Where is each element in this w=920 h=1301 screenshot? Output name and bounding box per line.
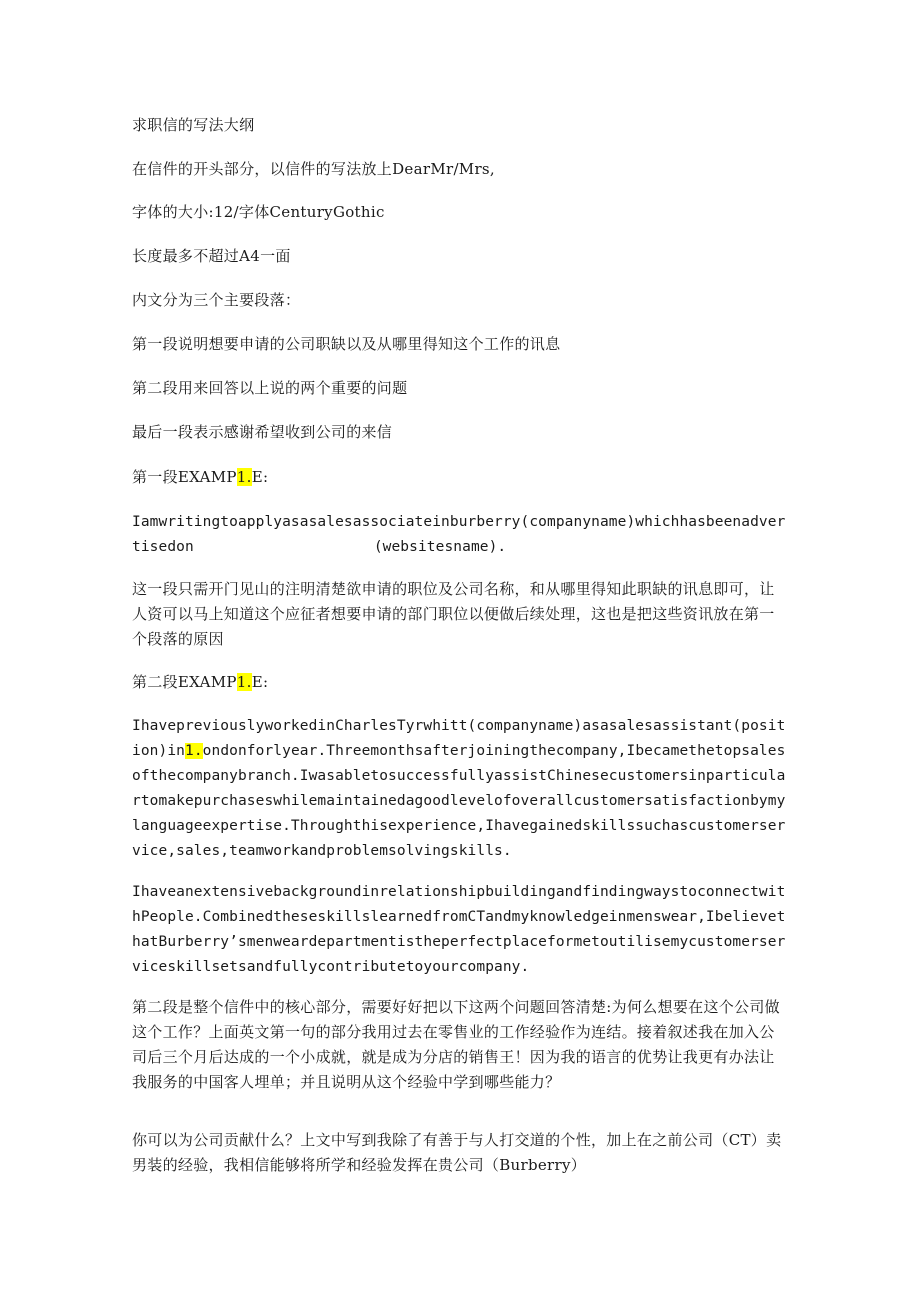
- outline-line-body: 内文分为三个主要段落：: [132, 291, 301, 309]
- contribution-explanation: 你可以为公司贡献什么？上文中写到我除了有善于与人打交道的个性，加上在之前公司（CT）卖男装的经验，我相信能够将所学和经验发挥在贵公司（Burberry）: [132, 1131, 782, 1174]
- heading-text: E:: [251, 673, 269, 691]
- highlight-mark: 1.: [236, 468, 252, 486]
- english-text: (websitesname).: [373, 539, 507, 555]
- example-2-english-continued: IhaveanextensivebackgroundinrelationshipbuildingandfindingwaystoconnectwithPeople.CombinedtheseskillslearnedfromCTandmyknowledgeinmenswear,IbelievethatBurberry’smenweardepartmentistheperfectplaceformetoutilisemycustomerserviceskillsetsandfullycontributetoyourcompany.: [132, 884, 786, 975]
- heading-text: 第一段EXAMP: [132, 468, 237, 486]
- example-2-heading: [132, 670, 788, 695]
- english-text: ondonforlyear.Threemonthsafterjoiningthecompany,Ibecamethetopsalesofthecompanybranch.IwasabletosuccessfullyassistChinesecustomersinparticulartomakepurchaseswhilemaintainedagoodlevelofoverallcustomersatisfactionbymylanguageexpertise.Throughthisexperience,Ihavegainedskillssuchascustomerservice,sales,teamworkandproblemsolvingskills.: [132, 743, 786, 859]
- english-text: Iamwritingtoapplyasasalesassociateinburberry(companyname)whichhasbeenadvertisedon: [132, 514, 786, 555]
- outline-line-greeting: 在信件的开头部分，以信件的写法放上DearMr/Mrs,: [132, 160, 495, 178]
- highlight-mark: 1.: [184, 743, 203, 759]
- heading-text: 第二段EXAMP: [132, 673, 237, 691]
- outline-line-paragraph-3: 最后一段表示感谢希望收到公司的来信: [132, 423, 393, 441]
- example-1-heading: [132, 465, 788, 490]
- outline-line-paragraph-2: 第二段用来回答以上说的两个重要的问题: [132, 379, 408, 397]
- example-1-english: [132, 510, 788, 560]
- highlight-mark: 1.: [236, 673, 252, 691]
- example-2-english: [132, 714, 788, 864]
- example-2-explanation: 第二段是整个信件中的核心部分，需要好好把以下这两个问题回答清楚:为何么想要在这个公司做这个工作？上面英文第一句的部分我用过去在零售业的工作经验作为连结。接着叙述我在加入公司后三个月后达成的一个小成就，就是成为分店的销售王！因为我的语言的优势让我更有办法让我服务的中国客人埋单；并且说明从这个经验中学到哪些能力？: [132, 998, 780, 1091]
- document-title: 求职信的写法大纲: [132, 116, 255, 134]
- english-text: IhavepreviouslyworkedinCharlesTyrwhitt(companyname)asasalesassistant(position)in: [132, 718, 786, 759]
- heading-text: E:: [251, 468, 269, 486]
- outline-line-length: 长度最多不超过A4一面: [132, 247, 291, 265]
- outline-line-font: 字体的大小:12/字体CenturyGothic: [132, 203, 385, 221]
- example-1-explanation: 这一段只需开门见山的注明清楚欲申请的职位及公司名称，和从哪里得知此职缺的讯息即可，让人资可以马上知道这个应征者想要申请的部门职位以便做后续处理，这也是把这些资讯放在第一个段落的原因: [132, 580, 775, 648]
- outline-line-paragraph-1: 第一段说明想要申请的公司职缺以及从哪里得知这个工作的讯息: [132, 335, 561, 353]
